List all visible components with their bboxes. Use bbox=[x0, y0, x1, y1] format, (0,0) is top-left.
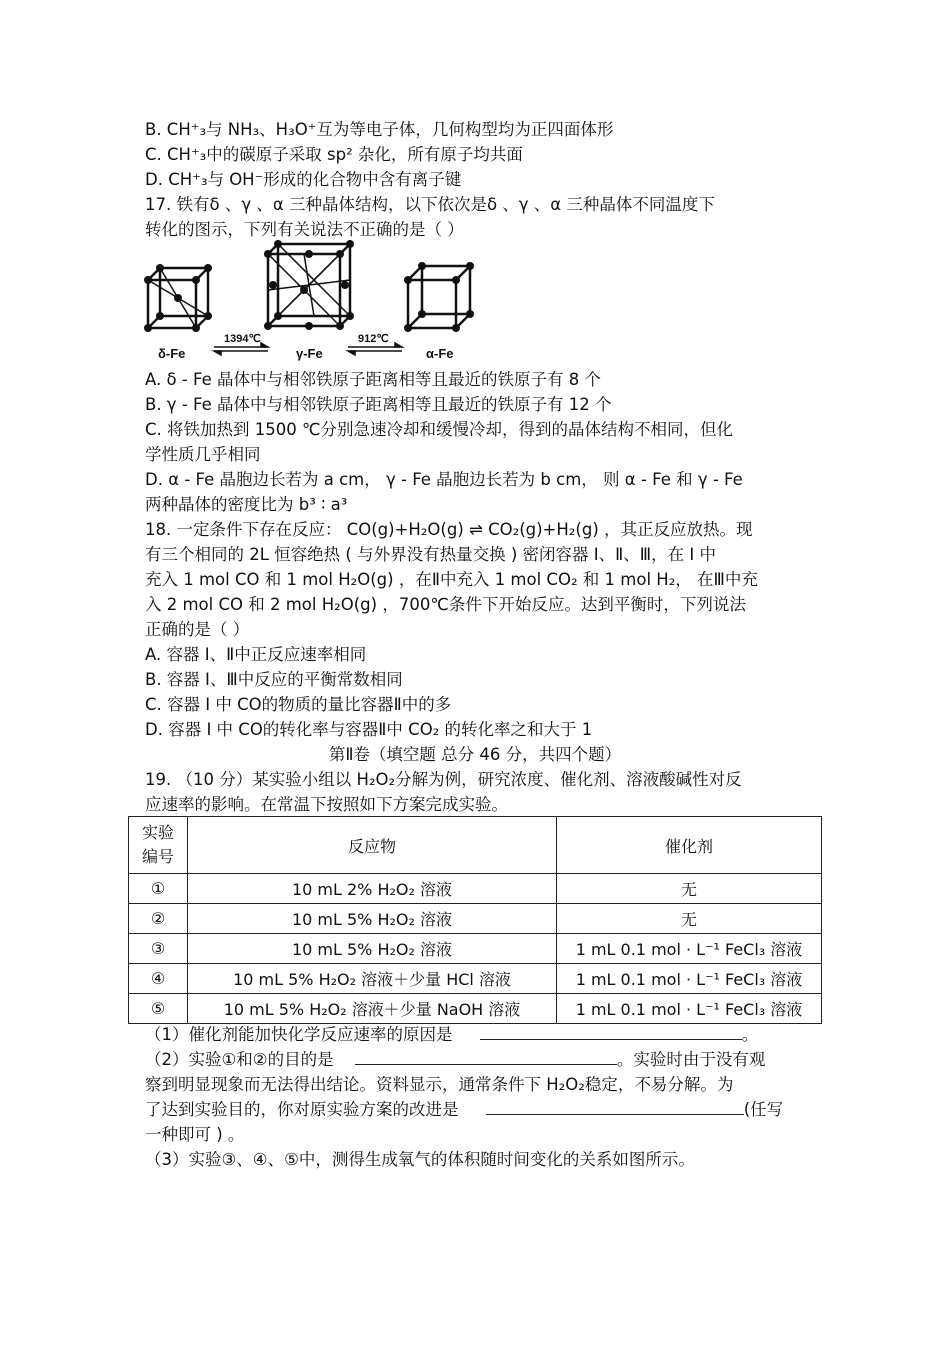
q17-stem-line-1: 17. 铁有δ 、γ 、α 三种晶体结构，以下依次是δ 、γ 、α 三种晶体不同温度下 bbox=[145, 195, 715, 214]
q18-stem-line-1: 18. 一定条件下存在反应： CO(g)+H₂O(g) ⇌ CO₂(g)+H₂(g) ，其正反应放热。现 bbox=[145, 520, 753, 539]
q19-part-2-line-3 bbox=[145, 1100, 783, 1120]
q19-part-3: （3）实验③、④、⑤中，测得生成氧气的体积随时间变化的关系如图所示。 bbox=[145, 1150, 695, 1169]
q17-option-d-line-2: 两种晶体的密度比为 b³ ∶ a³ bbox=[145, 495, 348, 514]
q18-stem-line-3: 充入 1 mol CO 和 1 mol H₂O(g) ，在Ⅱ中充入 1 mol CO₂ 和 1 mol H₂， 在Ⅲ中充 bbox=[145, 570, 758, 589]
alpha-fe-label: α-Fe bbox=[426, 346, 454, 361]
q19-intro-line-2: 应速率的影响。在常温下按照如下方案完成实验。 bbox=[145, 795, 508, 814]
q18-stem-line-4: 入 2 mol CO 和 2 mol H₂O(g) ，700℃条件下开始反应。达到平衡时，下列说法 bbox=[145, 595, 746, 614]
table-row bbox=[129, 934, 822, 964]
q19-intro-line-1: 19. （10 分）某实验小组以 H₂O₂分解为例，研究浓度、催化剂、溶液酸碱性对反 bbox=[145, 770, 742, 789]
row-catalyst: 无 bbox=[557, 904, 822, 934]
row-catalyst: 无 bbox=[557, 874, 822, 904]
table-row bbox=[129, 874, 822, 904]
q18-stem-line-2: 有三个相同的 2L 恒容绝热 ( 与外界没有热量交换 ) 密闭容器 Ⅰ、Ⅱ、Ⅲ，在 Ⅰ 中 bbox=[145, 545, 716, 564]
q18-option-b: B. 容器 Ⅰ、Ⅲ中反应的平衡常数相同 bbox=[145, 670, 403, 689]
temp-912-label: 912℃ bbox=[358, 333, 389, 345]
option-b-line: B. CH⁺₃与 NH₃、H₃O⁺互为等电子体，几何构型均为正四面体形 bbox=[145, 120, 614, 139]
row-catalyst: 1 mL 0.1 mol · L⁻¹ FeCl₃ 溶液 bbox=[557, 994, 822, 1024]
row-reactant: 10 mL 5% H₂O₂ 溶液 bbox=[188, 934, 557, 964]
q17-option-c-line-1: C. 将铁加热到 1500 ℃分别急速冷却和缓慢冷却，得到的晶体结构不相同，但化 bbox=[145, 420, 734, 439]
experiment-table bbox=[128, 816, 822, 1024]
q17-option-d-line-1: D. α - Fe 晶胞边长若为 a cm， γ - Fe 晶胞边长若为 b cm， 则 α - Fe 和 γ - Fe bbox=[145, 470, 743, 489]
temp-1394-label: 1394℃ bbox=[224, 333, 261, 345]
row-reactant: 10 mL 5% H₂O₂ 溶液 bbox=[188, 904, 557, 934]
row-number: ⑤ bbox=[129, 994, 188, 1024]
answer-blank-2[interactable] bbox=[355, 1050, 617, 1065]
q19-part-1-text: （1）催化剂能加快化学反应速率的原因是 bbox=[145, 1025, 453, 1044]
row-catalyst: 1 mL 0.1 mol · L⁻¹ FeCl₃ 溶液 bbox=[557, 934, 822, 964]
row-number: ① bbox=[129, 874, 188, 904]
table-row bbox=[129, 904, 822, 934]
q19-part-2-line-4: 一种即可 ) 。 bbox=[145, 1125, 245, 1144]
q18-option-a: A. 容器 Ⅰ、Ⅱ中正反应速率相同 bbox=[145, 645, 367, 664]
table-header-row bbox=[129, 817, 822, 874]
row-reactant: 10 mL 5% H₂O₂ 溶液＋少量 HCl 溶液 bbox=[188, 964, 557, 994]
q18-stem-line-5: 正确的是（ ） bbox=[145, 620, 250, 639]
gamma-fe-label: γ-Fe bbox=[296, 346, 323, 361]
row-reactant: 10 mL 5% H₂O₂ 溶液＋少量 NaOH 溶液 bbox=[188, 994, 557, 1024]
delta-fe-label: δ-Fe bbox=[158, 346, 186, 361]
iron-crystal-figure bbox=[140, 240, 480, 365]
table-row bbox=[129, 994, 822, 1024]
header-catalyst: 催化剂 bbox=[557, 817, 822, 874]
answer-blank-3[interactable] bbox=[486, 1100, 744, 1115]
section-title: 第Ⅱ卷（填空题 总分 46 分，共四个题） bbox=[328, 745, 622, 764]
q17-option-b: B. γ - Fe 晶体中与相邻铁原子距离相等且最近的铁原子有 12 个 bbox=[145, 395, 612, 414]
row-number: ④ bbox=[129, 964, 188, 994]
row-reactant: 10 mL 2% H₂O₂ 溶液 bbox=[188, 874, 557, 904]
q19-part-2-any: (任写 bbox=[743, 1100, 784, 1119]
q19-part-2-line-1 bbox=[145, 1050, 765, 1070]
row-number: ② bbox=[129, 904, 188, 934]
q19-part-2-line-2: 察到明显现象而无法得出结论。资料显示，通常条件下 H₂O₂稳定，不易分解。为 bbox=[145, 1075, 734, 1094]
row-catalyst: 1 mL 0.1 mol · L⁻¹ FeCl₃ 溶液 bbox=[557, 964, 822, 994]
q18-option-c: C. 容器 Ⅰ 中 CO的物质的量比容器Ⅱ中的多 bbox=[145, 695, 452, 714]
q17-option-a: A. δ - Fe 晶体中与相邻铁原子距离相等且最近的铁原子有 8 个 bbox=[145, 370, 601, 389]
header-experiment-number: 实验 编号 bbox=[129, 817, 188, 874]
option-c-line: C. CH⁺₃中的碳原子采取 sp² 杂化，所有原子均共面 bbox=[145, 145, 523, 164]
header-reactant: 反应物 bbox=[188, 817, 557, 874]
q19-part-2-cont: 。实验时由于没有观 bbox=[616, 1050, 766, 1069]
row-number: ③ bbox=[129, 934, 188, 964]
q17-option-c-line-2: 学性质几乎相同 bbox=[145, 445, 261, 464]
q19-part-2-text: （2）实验①和②的目的是 bbox=[145, 1050, 334, 1069]
option-d-line: D. CH⁺₃与 OH⁻形成的化合物中含有离子键 bbox=[145, 170, 462, 189]
q19-part-1-end: 。 bbox=[741, 1025, 759, 1044]
q19-part-2-improve-text: 了达到实验目的，你对原实验方案的改进是 bbox=[145, 1100, 459, 1119]
q18-option-d: D. 容器 Ⅰ 中 CO的转化率与容器Ⅱ中 CO₂ 的转化率之和大于 1 bbox=[145, 720, 593, 739]
answer-blank-1[interactable] bbox=[480, 1025, 742, 1040]
q17-stem-line-2: 转化的图示，下列有关说法不正确的是（ ） bbox=[145, 220, 464, 239]
q19-part-1 bbox=[145, 1025, 758, 1045]
table-row bbox=[129, 964, 822, 994]
